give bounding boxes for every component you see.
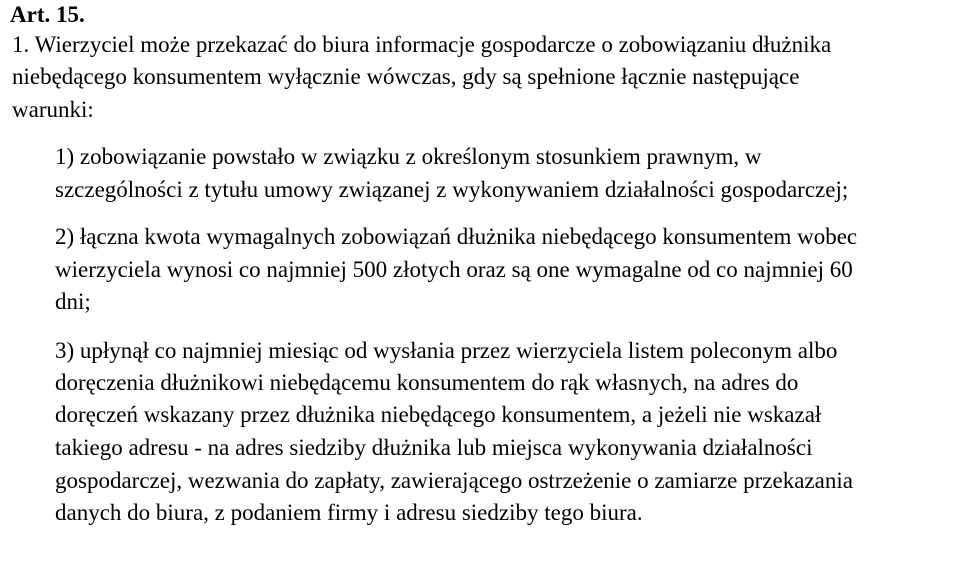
item-2-line: 2) łączna kwota wymagalnych zobowiązań dłużnika niebędącego konsumentem wobec <box>55 224 858 249</box>
paragraph-1-line: niebędącego konsumentem wyłącznie wówczas, gdy są spełnione łącznie następujące <box>12 64 800 89</box>
article-heading: Art. 15. <box>10 2 85 27</box>
item-3-line: gospodarczej, wezwania do zapłaty, zawierającego ostrzeżenie o zamiarze przekazania <box>55 468 853 493</box>
item-1-line: szczególności z tytułu umowy związanej z wykonywaniem działalności gospodarczej; <box>55 177 849 202</box>
item-3-line: takiego adresu - na adres siedziby dłużnika lub miejsca wykonywania działalności <box>55 435 813 460</box>
item-3-line: doręczenia dłużnikowi niebędącemu konsumentem do rąk własnych, na adres do <box>55 370 799 395</box>
item-3-line: 3) upłynął co najmniej miesiąc od wysłania przez wierzyciela listem poleconym albo <box>55 338 838 363</box>
paragraph-1-line: warunki: <box>12 97 94 122</box>
item-2-line: wierzyciela wynosi co najmniej 500 złotych oraz są one wymagalne od co najmniej 60 <box>55 257 853 282</box>
item-3-line: danych do biura, z podaniem firmy i adresu siedziby tego biura. <box>55 500 643 525</box>
item-2-line: dni; <box>55 289 91 314</box>
paragraph-1-line: 1. Wierzyciel może przekazać do biura informacje gospodarcze o zobowiązaniu dłużnika <box>12 32 832 57</box>
item-3-line: doręczeń wskazany przez dłużnika niebędącego konsumentem, a jeżeli nie wskazał <box>55 402 822 427</box>
item-1-line: 1) zobowiązanie powstało w związku z określonym stosunkiem prawnym, w <box>55 144 762 169</box>
